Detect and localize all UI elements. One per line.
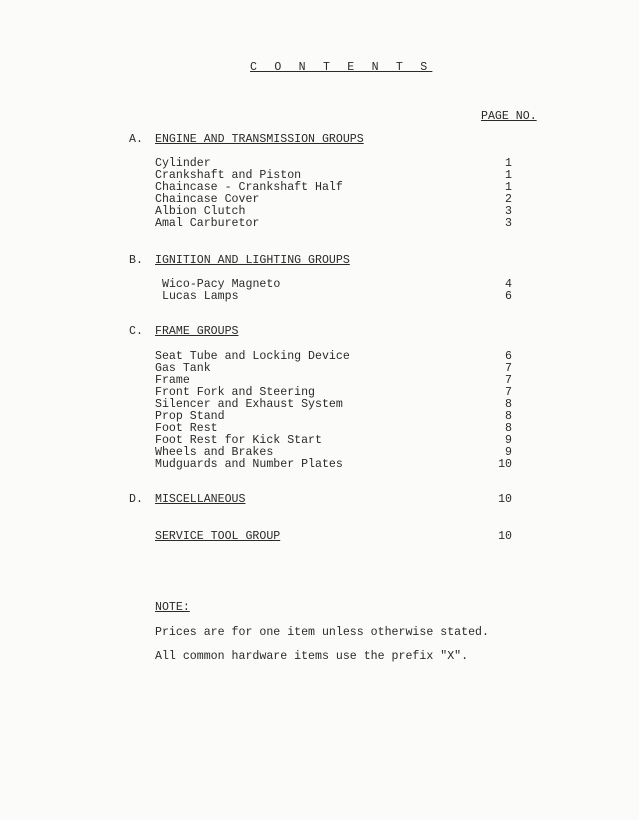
toc-entry: Gas Tank bbox=[155, 362, 211, 375]
toc-entry: Albion Clutch bbox=[155, 205, 246, 218]
note-line: All common hardware items use the prefix "X". bbox=[155, 650, 469, 663]
page-number-header: PAGE NO. bbox=[481, 110, 537, 123]
note-label: NOTE: bbox=[155, 601, 190, 614]
toc-page-number: 1 bbox=[505, 181, 512, 194]
section-letter: A. bbox=[129, 133, 143, 146]
note-line: Prices are for one item unless otherwise stated. bbox=[155, 626, 489, 639]
page-title: C O N T E N T S bbox=[250, 61, 433, 74]
toc-entry: Crankshaft and Piston bbox=[155, 169, 302, 182]
toc-page-number: 6 bbox=[505, 350, 512, 363]
section-letter: B. bbox=[129, 254, 143, 267]
toc-entry: Prop Stand bbox=[155, 410, 225, 423]
toc-page-number: 2 bbox=[505, 193, 512, 206]
toc-page-number: 1 bbox=[505, 169, 512, 182]
toc-entry: Mudguards and Number Plates bbox=[155, 458, 343, 471]
toc-page-number: 4 bbox=[505, 278, 512, 291]
toc-entry: Foot Rest for Kick Start bbox=[155, 434, 322, 447]
section-title: SERVICE TOOL GROUP bbox=[155, 530, 281, 543]
toc-page-number: 9 bbox=[505, 434, 512, 447]
toc-entry: Seat Tube and Locking Device bbox=[155, 350, 350, 363]
toc-page-number: 8 bbox=[505, 422, 512, 435]
toc-page-number: 1 bbox=[505, 157, 512, 170]
toc-entry: Chaincase Cover bbox=[155, 193, 260, 206]
toc-page-number: 9 bbox=[505, 446, 512, 459]
toc-entry: Chaincase - Crankshaft Half bbox=[155, 181, 343, 194]
section-letter: D. bbox=[129, 493, 143, 506]
toc-page-number: 7 bbox=[505, 386, 512, 399]
toc-page-number: 6 bbox=[505, 290, 512, 303]
toc-entry: Silencer and Exhaust System bbox=[155, 398, 343, 411]
toc-entry: Cylinder bbox=[155, 157, 211, 170]
toc-entry: Wico-Pacy Magneto bbox=[162, 278, 281, 291]
toc-page-number: 8 bbox=[505, 410, 512, 423]
toc-entry: Lucas Lamps bbox=[162, 290, 239, 303]
toc-entry: Frame bbox=[155, 374, 190, 387]
toc-entry: Front Fork and Steering bbox=[155, 386, 316, 399]
section-title: MISCELLANEOUS bbox=[155, 493, 246, 506]
toc-page-number: 10 bbox=[498, 458, 512, 471]
toc-page-number: 10 bbox=[498, 493, 512, 506]
toc-page-number: 8 bbox=[505, 398, 512, 411]
toc-page-number: 10 bbox=[498, 530, 512, 543]
section-title: FRAME GROUPS bbox=[155, 325, 239, 338]
toc-entry: Wheels and Brakes bbox=[155, 446, 274, 459]
toc-page-number: 3 bbox=[505, 205, 512, 218]
section-letter: C. bbox=[129, 325, 143, 338]
toc-page-number: 7 bbox=[505, 362, 512, 375]
toc-entry: Foot Rest bbox=[155, 422, 218, 435]
toc-entry: Amal Carburetor bbox=[155, 217, 260, 230]
toc-page-number: 7 bbox=[505, 374, 512, 387]
toc-page-number: 3 bbox=[505, 217, 512, 230]
section-title: ENGINE AND TRANSMISSION GROUPS bbox=[155, 133, 364, 146]
section-title: IGNITION AND LIGHTING GROUPS bbox=[155, 254, 350, 267]
